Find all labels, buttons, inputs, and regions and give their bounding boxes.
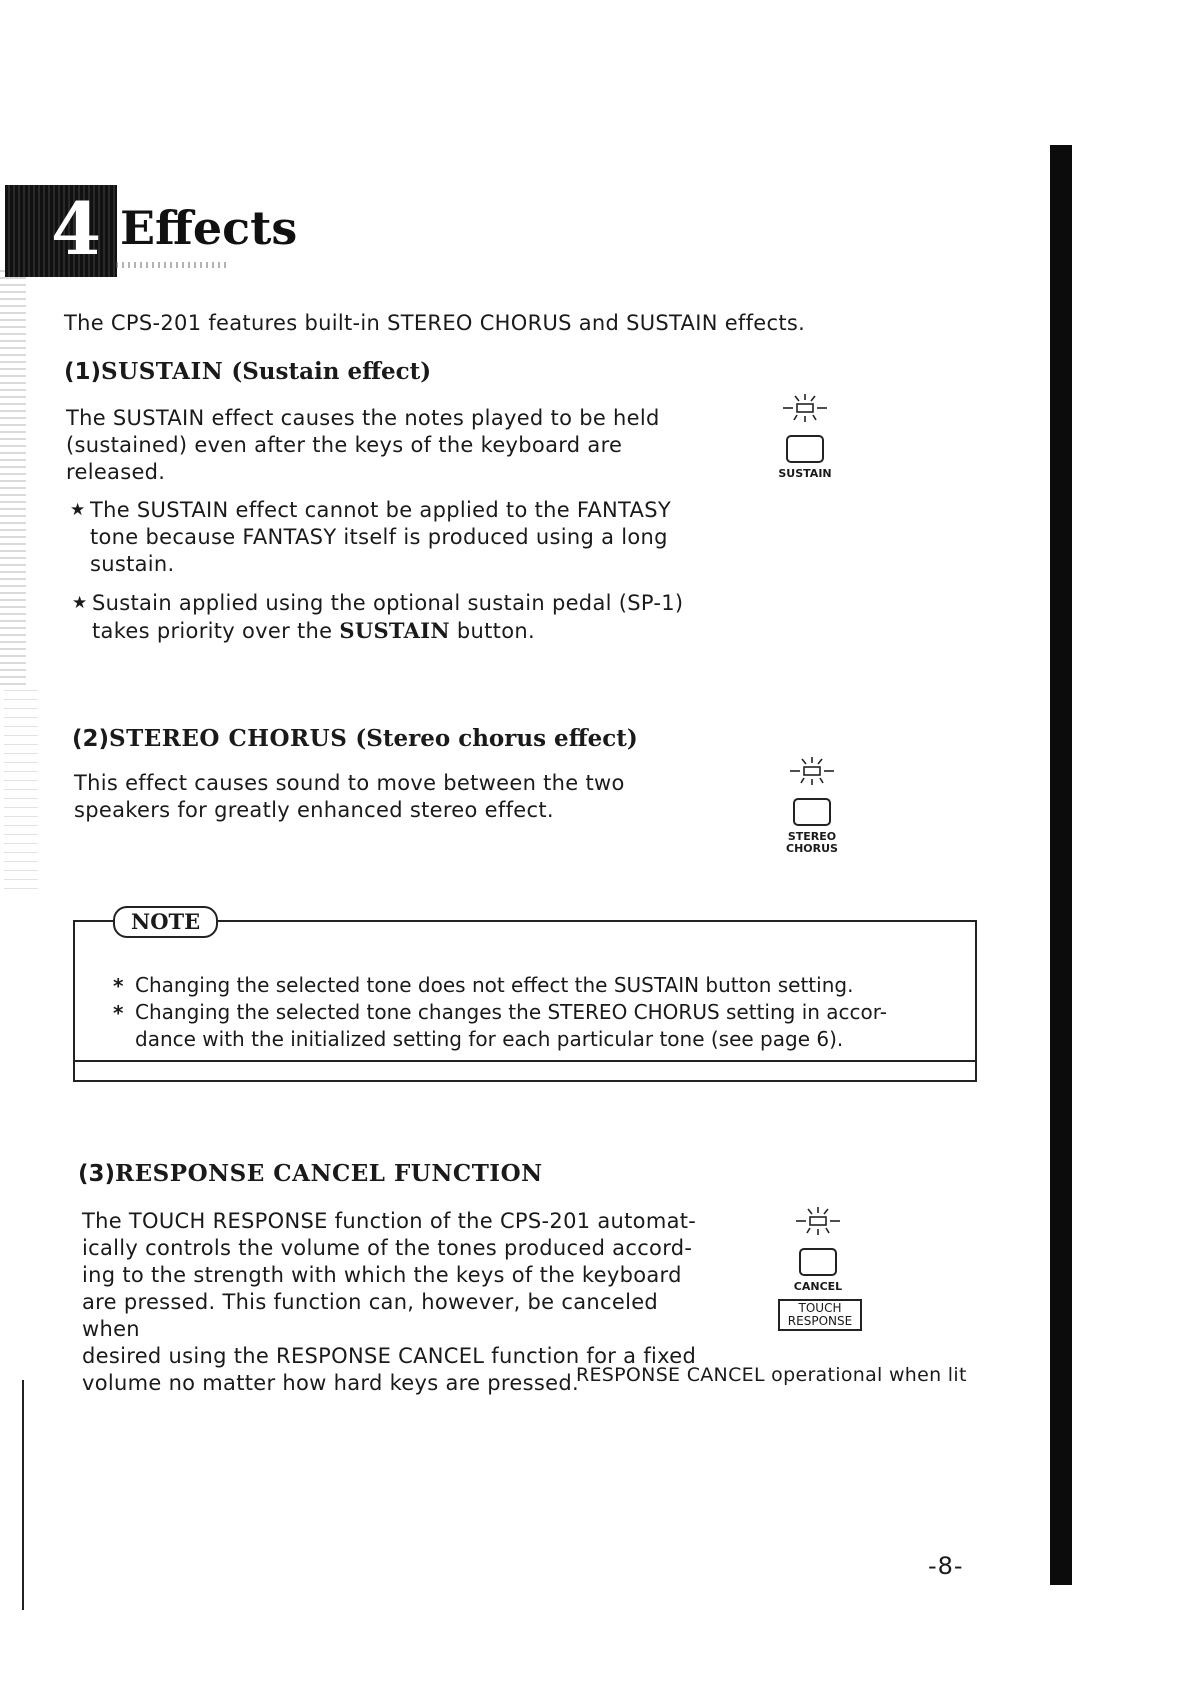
sustain-lamp-panel: [765, 392, 845, 480]
sustain-button-label: SUSTAIN: [778, 467, 832, 480]
sustain-note-line: takes priority over the SUSTAIN button.: [92, 618, 535, 643]
note-item: * Changing the selected tone changes the STEREO CHORUS setting in accor- dance with the initialized setting for each particular tone (see page 6).: [135, 999, 955, 1053]
sustain-subtitle: (Sustain effect): [231, 358, 432, 385]
sustain-note-1: [90, 497, 690, 578]
sustain-body-line: (sustained) even after the keys of the keyboard are: [66, 433, 623, 457]
note-item: * Changing the selected tone does not effect the SUSTAIN button setting.: [135, 972, 955, 999]
sustain-body-line: The SUSTAIN effect causes the notes played to be held: [66, 406, 660, 430]
header-underline: [116, 262, 226, 268]
chorus-body-line: This effect causes sound to move between the two: [74, 771, 625, 795]
sustain-note-line: ★ Sustain applied using the optional sustain pedal (SP-1): [92, 591, 684, 615]
response-body-line: desired using the RESPONSE CANCEL function for a fixed: [82, 1344, 697, 1368]
chorus-number: (2): [72, 726, 110, 752]
sustain-note-line: sustain.: [90, 552, 175, 576]
sustain-body: [66, 405, 666, 486]
sustain-note-line: tone because FANTASY itself is produced using a long: [90, 525, 668, 549]
chorus-name: STEREO CHORUS: [109, 725, 348, 752]
cancel-label: CANCEL: [793, 1280, 843, 1293]
sustain-body-line: released.: [66, 460, 166, 484]
scan-edge-left: [0, 270, 26, 690]
response-body-line: ing to the strength with which the keys of the keyboard: [82, 1263, 682, 1287]
chorus-button-label: STEREO CHORUS: [786, 830, 838, 855]
chorus-lamp-panel: [772, 755, 852, 855]
page-title: Effects: [120, 201, 298, 255]
response-name: RESPONSE CANCEL FUNCTION: [115, 1160, 543, 1187]
touch-response-label: TOUCH RESPONSE: [778, 1299, 862, 1331]
response-body-line: are pressed. This function can, however, be canceled when: [82, 1290, 659, 1341]
scan-edge-left-lower: [4, 690, 38, 890]
sustain-note-line: ★ The SUSTAIN effect cannot be applied to the FANTASY: [90, 498, 671, 522]
lamp-lit-icon: [782, 755, 842, 789]
response-cancel-button[interactable]: [798, 1247, 838, 1277]
response-heading: [78, 1160, 543, 1188]
response-number: (3): [78, 1161, 116, 1187]
stereo-chorus-button[interactable]: [792, 797, 832, 827]
chapter-number: 4: [50, 186, 102, 271]
sustain-note-2: [92, 590, 712, 645]
scan-edge-line: [22, 1380, 24, 1610]
sustain-name: SUSTAIN: [101, 358, 224, 385]
sustain-number: (1): [64, 359, 102, 385]
response-caption: RESPONSE CANCEL operational when lit: [576, 1364, 967, 1386]
page-edge-bar: [1050, 145, 1072, 1585]
response-body-line: ically controls the volume of the tones produced accord-: [82, 1236, 693, 1260]
chorus-subtitle: (Stereo chorus effect): [355, 725, 638, 752]
intro-text: The CPS-201 features built-in STEREO CHORUS and SUSTAIN effects.: [64, 311, 806, 335]
note-label: NOTE: [113, 906, 218, 938]
note-box: [73, 909, 973, 1080]
sustain-button-ref: SUSTAIN: [339, 618, 450, 643]
chorus-heading: [72, 725, 638, 753]
lamp-lit-icon: [775, 392, 835, 426]
response-body-line: The TOUCH RESPONSE function of the CPS-201 automat-: [82, 1209, 697, 1233]
sustain-heading: [64, 358, 431, 386]
lamp-lit-icon: [788, 1205, 848, 1239]
response-lamp-panel: [778, 1205, 858, 1331]
response-body-line: volume no matter how hard keys are pressed.: [82, 1371, 579, 1395]
page-number: -8-: [928, 1552, 964, 1580]
chorus-body-line: speakers for greatly enhanced stereo effect.: [74, 798, 554, 822]
sustain-button[interactable]: [785, 434, 825, 464]
chorus-body: [74, 770, 694, 824]
